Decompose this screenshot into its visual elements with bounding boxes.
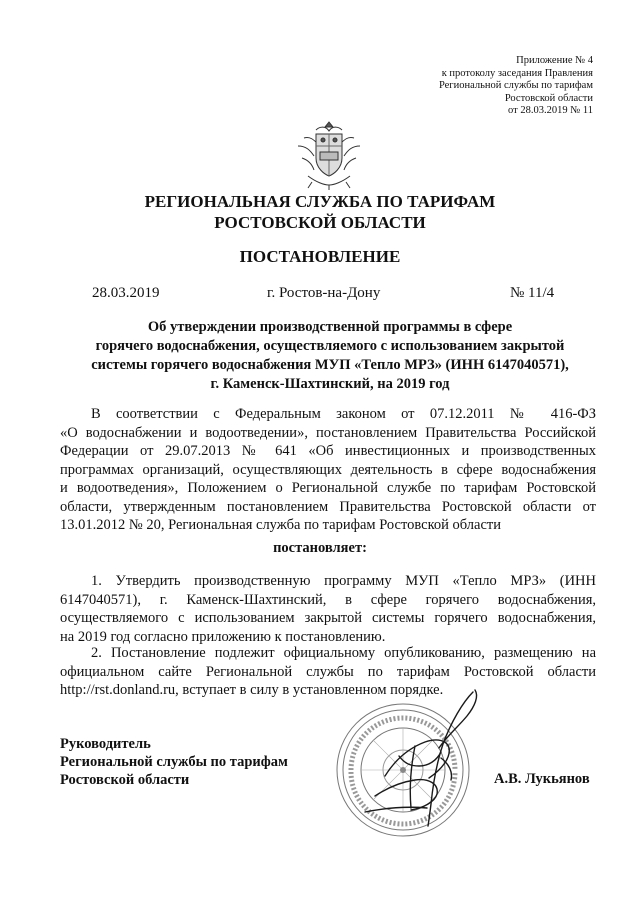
item-1-line: 6147040571), г. Каменск-Шахтинский, в сфере горячего водоснабжения, [60,591,596,608]
appendix-line: Ростовской области [504,92,593,104]
signer-position-line: Руководитель [60,736,151,752]
organization-name-line: РОСТОВСКОЙ ОБЛАСТИ [214,213,426,232]
preamble-paragraph [60,405,596,535]
preamble-line: В соответствии с Федеральным законом от 07.12.2011 № 416-ФЗ [91,406,596,422]
item-2-line: http://rst.donland.ru, вступает в силу в установленном порядке. [60,682,444,698]
document-title-line: горячего водоснабжения, осуществляемого с использованием закрытой [95,338,565,354]
item-2-line: 2. Постановление подлежит официальному опубликованию, размещению на [91,645,596,661]
appendix-block [373,55,593,118]
signer-name: А.В. Лукьянов [494,771,590,787]
preamble-line: «О водоснабжении и водоотведении», постановлением Правительства Российской [60,424,596,441]
rostov-region-coat-of-arms-icon [294,118,364,192]
preamble-line: программах организаций, осуществляющих деятельность в сфере водоснабжения [60,461,596,478]
document-title-line: г. Каменск-Шахтинский, на 2019 год [210,376,450,392]
preamble-line: области, утвержденным постановлением Правительства Ростовской области от [60,498,596,515]
appendix-line: Региональной службы по тарифам [438,80,593,91]
item-1-line: 1. Утвердить производственную программу МУП «Тепло МРЗ» (ИНН [91,573,596,589]
item-1-paragraph [60,572,596,646]
handwritten-signature-icon [355,686,495,834]
preamble-line: 13.01.2012 № 20, Региональная служба по тарифам Ростовской области [60,517,501,533]
document-title-line: Об утверждении производственной программы в сфере [147,319,513,335]
item-1-line: на 2019 год согласно приложению к постановлению. [60,628,386,645]
signer-position [60,735,288,789]
signer-position-line: Региональной службы по тарифам [60,754,288,770]
document-date: 28.03.2019 [92,285,160,301]
document-number: № 11/4 [510,285,555,301]
appendix-line: к протоколу заседания Правления [441,67,593,79]
appendix-line: Приложение № 4 [516,55,593,66]
preamble-line: и водоотведения», Положением о Региональной службе по тарифам Ростовской [60,480,596,496]
organization-name-line: РЕГИОНАЛЬНАЯ СЛУЖБА ПО ТАРИФАМ [144,192,496,211]
document-city: г. Ростов-на-Дону [267,285,381,301]
preamble-line: Федерации от 29.07.2013 № 641 «Об инвестиционных и производственных [60,443,596,459]
document-title-line: системы горячего водоснабжения МУП «Тепло МРЗ» (ИНН 6147040571), [91,357,569,373]
document-type: ПОСТАНОВЛЕНИЕ [239,247,401,266]
signer-position-line: Ростовской области [60,772,190,788]
decree-word: постановляет: [273,540,367,556]
item-2-paragraph [60,644,596,700]
appendix-line: от 28.03.2019 № 11 [508,105,593,116]
item-1-line: осуществляемого с использованием закрытой системы горячего водоснабжения, [60,610,596,626]
item-2-line: официальном сайте Региональной службы по тарифам Ростовской области [60,663,596,680]
